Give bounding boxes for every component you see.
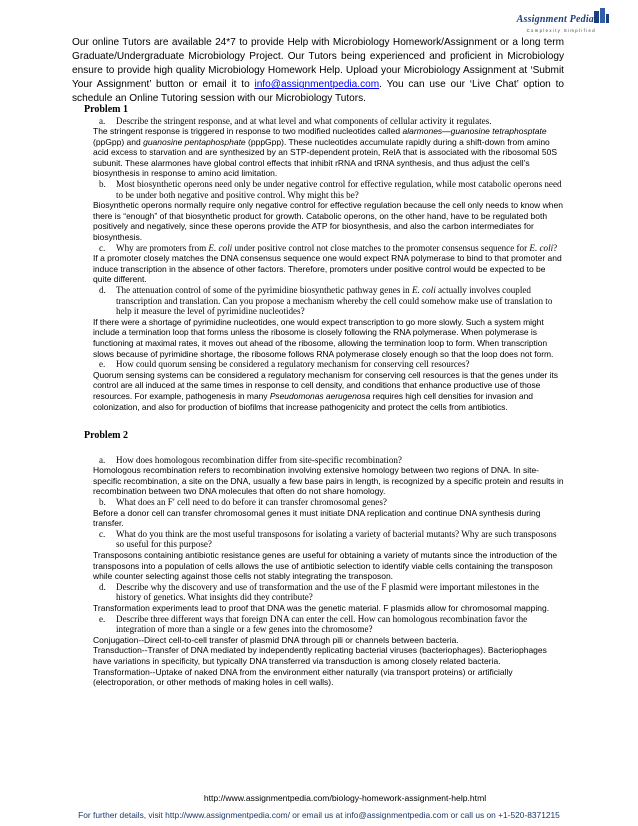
p2-answer-d: Transformation experiments lead to proof that DNA was the genetic material. F plasmids allow for chromosomal mapping.: [93, 602, 550, 613]
p2-a-question: How does homologous recombination differ from site-specific recombination?: [116, 454, 402, 465]
footer-url: [0, 793, 638, 803]
p1-a-question: Describe the stringent response, and at what level and what components of cellular activity it regulates.: [116, 115, 492, 126]
intro-paragraph: [72, 36, 564, 106]
main-content: [86, 104, 564, 688]
intro-text-1: Our online Tutors are available 24*7 to provide Help with Microbiology Homework/Assignment or a long term Graduate/Undergraduate Microbiology Project. Our Tutors being experienced and proficient in Microbiology ensure to provide high quality Microbiology Homework Help. Upload your Microbiology Assignment at ‘Submit Your Assignment’ button or email it to: [72, 37, 564, 91]
p2-question-e: [92, 614, 564, 635]
p2-b-label: b.: [99, 497, 106, 507]
p1-question-a: [92, 116, 564, 127]
p1-answer-e: [86, 370, 564, 412]
p1-a-label: a.: [99, 115, 106, 126]
p1-a-ans-2: (ppGpp) and: [93, 136, 144, 147]
p2-answer-a: Homologous recombination refers to recombination involving extensive homology between two regions of DNA. In site-specific recombination, a site on the DNA, usually a few base pairs in length, is recognized by a specific protein and results in recombination between two DNA molecules that often do not share homology.: [93, 465, 564, 497]
p2-d-question: Describe why the discovery and use of transformation and the use of the F plasmid were important milestones in the history of genetics. What insights did they contribute?: [116, 581, 540, 603]
p1-question-c: [92, 243, 564, 254]
p2-e-label: e.: [99, 613, 106, 624]
spacer: [86, 442, 564, 455]
p1-answer-a: [86, 126, 564, 179]
p1-b-question: Most biosynthetic operons need only be under negative control for effective regulation, while most catabolic operons need to be under both negative and positive control. Why might this be?: [116, 179, 562, 200]
p1-d-q-1: The attenuation control of some of the pyrimidine biosynthetic pathway genes in: [116, 285, 412, 295]
p1-question-b: [92, 179, 564, 200]
p2-a-label: a.: [99, 454, 106, 465]
p1-question-d: [92, 285, 564, 317]
p1-d-label: d.: [99, 285, 106, 295]
p2-c-label: c.: [99, 528, 106, 539]
p1-c-q-1: Why are promoters from: [116, 242, 209, 253]
p2-question-b: [92, 497, 564, 508]
logo-brand: Assignment Pedia: [516, 14, 594, 25]
p1-a-ans-3: (pppGpp). These nucleotides accumulate rapidly during a shift-down from amino acid excess to starvation and are synthesized by an STP-dependent protein, RelA that is associated with the ribosomal 50S subunit. These alarmones have global control effects that inhibit rRNA and tRNA synthesis, and thus adjust the cell’s biosynthesis in response to amino acid limitation.: [93, 136, 557, 179]
problem-1-heading: Problem 1: [84, 104, 128, 115]
p2-answer-b: Before a donor cell can transfer chromosomal genes it must initiate DNA replication and continue DNA synthesis during transfer.: [93, 507, 541, 529]
p2-question-c: [92, 529, 564, 550]
p1-e-ans-2: requires high cell densities for invasion and colonization, and also for production of biofilms that increase pathogenicity and protect the cells from antibiotics.: [93, 390, 533, 412]
footer-url-link[interactable]: http://www.assignmentpedia.com/biology-homework-assignment-help.html: [203, 793, 487, 803]
problem-2-heading: Problem 2: [84, 430, 128, 442]
p2-answer-e-1: Conjugation--Direct cell-to-cell transfer of plasmid DNA through pili or channels between bacteria.: [93, 634, 459, 645]
intro-text-2: . You can use our ‘Live Chat’ option to schedule an Online Tutoring session with our Microbiology Tutors.: [72, 79, 564, 105]
p1-answer-d: If there were a shortage of pyrimidine nucleotides, one would expect transcription to go more slowly. Such a system might include a termination loop that forms unless the ribosome is closely following the RNA polymerase. When polymerase is functioning at maximal rates, it moves out ahead of the ribosome, allowing the termination loop to form. When transcription slows because of pyrimidine shortage, the ribosome follows RNA polymerase closely enough so that the loop does not form.: [93, 316, 554, 359]
p1-e-ans-it: Pseudomonas aerugenosa: [269, 390, 371, 401]
spacer: [86, 412, 564, 430]
p1-d-q-2: actually involves coupled transcription and translation. Can you propose a mechanism whereby the cell could somehow make use of translation to help it measure the level of pyrimidine nucleotides?: [116, 285, 553, 317]
p1-e-label: e.: [99, 359, 106, 370]
p1-b-label: b.: [99, 179, 106, 190]
p1-question-e: [92, 359, 564, 370]
p2-question-d: [92, 582, 564, 603]
p1-c-label: c.: [99, 242, 106, 253]
p1-c-q-2: under positive control not close matches to the promoter consensus sequence for: [232, 242, 530, 253]
footer-contact: For further details, visit http://www.assignmentpedia.com/ or email us at info@assignmentpedia.com or call us on +1-520-8371215: [78, 810, 560, 820]
p2-b-question: What does an Fʹ cell need to do before it can transfer chromosomal genes?: [116, 497, 387, 507]
p1-e-ans-1: Quorum sensing systems can be considered a regulatory mechanism for conserving cell resources is that the genes under its control are all induced at the same times in response to cell density, and conditions that enhance productive use of those resources. For example, pathogenesis in many: [93, 369, 558, 401]
p1-c-q-it2: E. coli: [529, 242, 554, 253]
p1-answer-b: Biosynthetic operons normally require only negative control for effective regulation because the cell only needs to know when there is “enough” of that biosynthetic product for growth. Catabolic operons, on the other hand, have to be regulated both positively and negatively, since these operons provide the ATP for biosynthesis, and also the carbon intermediates for biosynthesis.: [93, 200, 563, 243]
p1-d-q-it: E. coli: [411, 285, 436, 295]
p1-c-q-it: E. coli: [208, 242, 233, 253]
logo-tagline: Complexity Simplified: [526, 28, 596, 33]
p1-e-question: How could quorum sensing be considered a regulatory mechanism for conserving cell resources?: [116, 359, 470, 370]
p2-d-label: d.: [99, 581, 106, 592]
p1-a-ans-1: The stringent response is triggered in response to two modified nucleotides called: [93, 126, 403, 137]
email-link[interactable]: info@assignmentpedia.com: [254, 79, 380, 91]
logo: [516, 4, 610, 40]
p2-answer-c: Transposons containing antibiotic resistance genes are useful for obtaining a variety of mutants since the introduction of the transposons into a population of cells allows the use of antibiotic selection to identify viable cells containing the transposon while counter selecting against those cells not stably integrating the transposon.: [93, 549, 558, 582]
p2-answer-e-2: Transduction--Transfer of DNA mediated by independently replicating bacterial viruses (bacteriophages). Bacteriophages have variations in specificity, but typically DNA transferred via transduction is among closely related bacteria.: [93, 645, 547, 666]
p1-a-ans-it1: alarmones—guanosine tetraphosptate: [402, 126, 547, 137]
p1-a-ans-it2: guanosine pentaphosphate: [143, 136, 246, 147]
p2-e-question: Describe three different ways that foreign DNA can enter the cell. How can homologous recombination favor the integration of more than a single or a few genes into the chromosome?: [116, 613, 528, 635]
p2-c-question: What do you think are the most useful transposons for isolating a variety of bacterial mutants? Why are such transposons so useful for this purpose?: [116, 528, 557, 550]
logo-building-icon: [592, 6, 610, 24]
p2-question-a: [92, 455, 564, 466]
p1-c-q-3: ?: [553, 242, 558, 253]
p2-answer-e-3: Transformation--Uptake of naked DNA from the environment either naturally (via transport proteins) or artificially (electroporation, or other methods of making holes in cell walls).: [93, 666, 513, 688]
p1-answer-c: If a promoter closely matches the DNA consensus sequence one would expect RNA polymerase to bind to that promoter and induce transcription in the absence of other factors. Therefore, promoters under positive control would be expected to be quite different.: [93, 253, 562, 285]
